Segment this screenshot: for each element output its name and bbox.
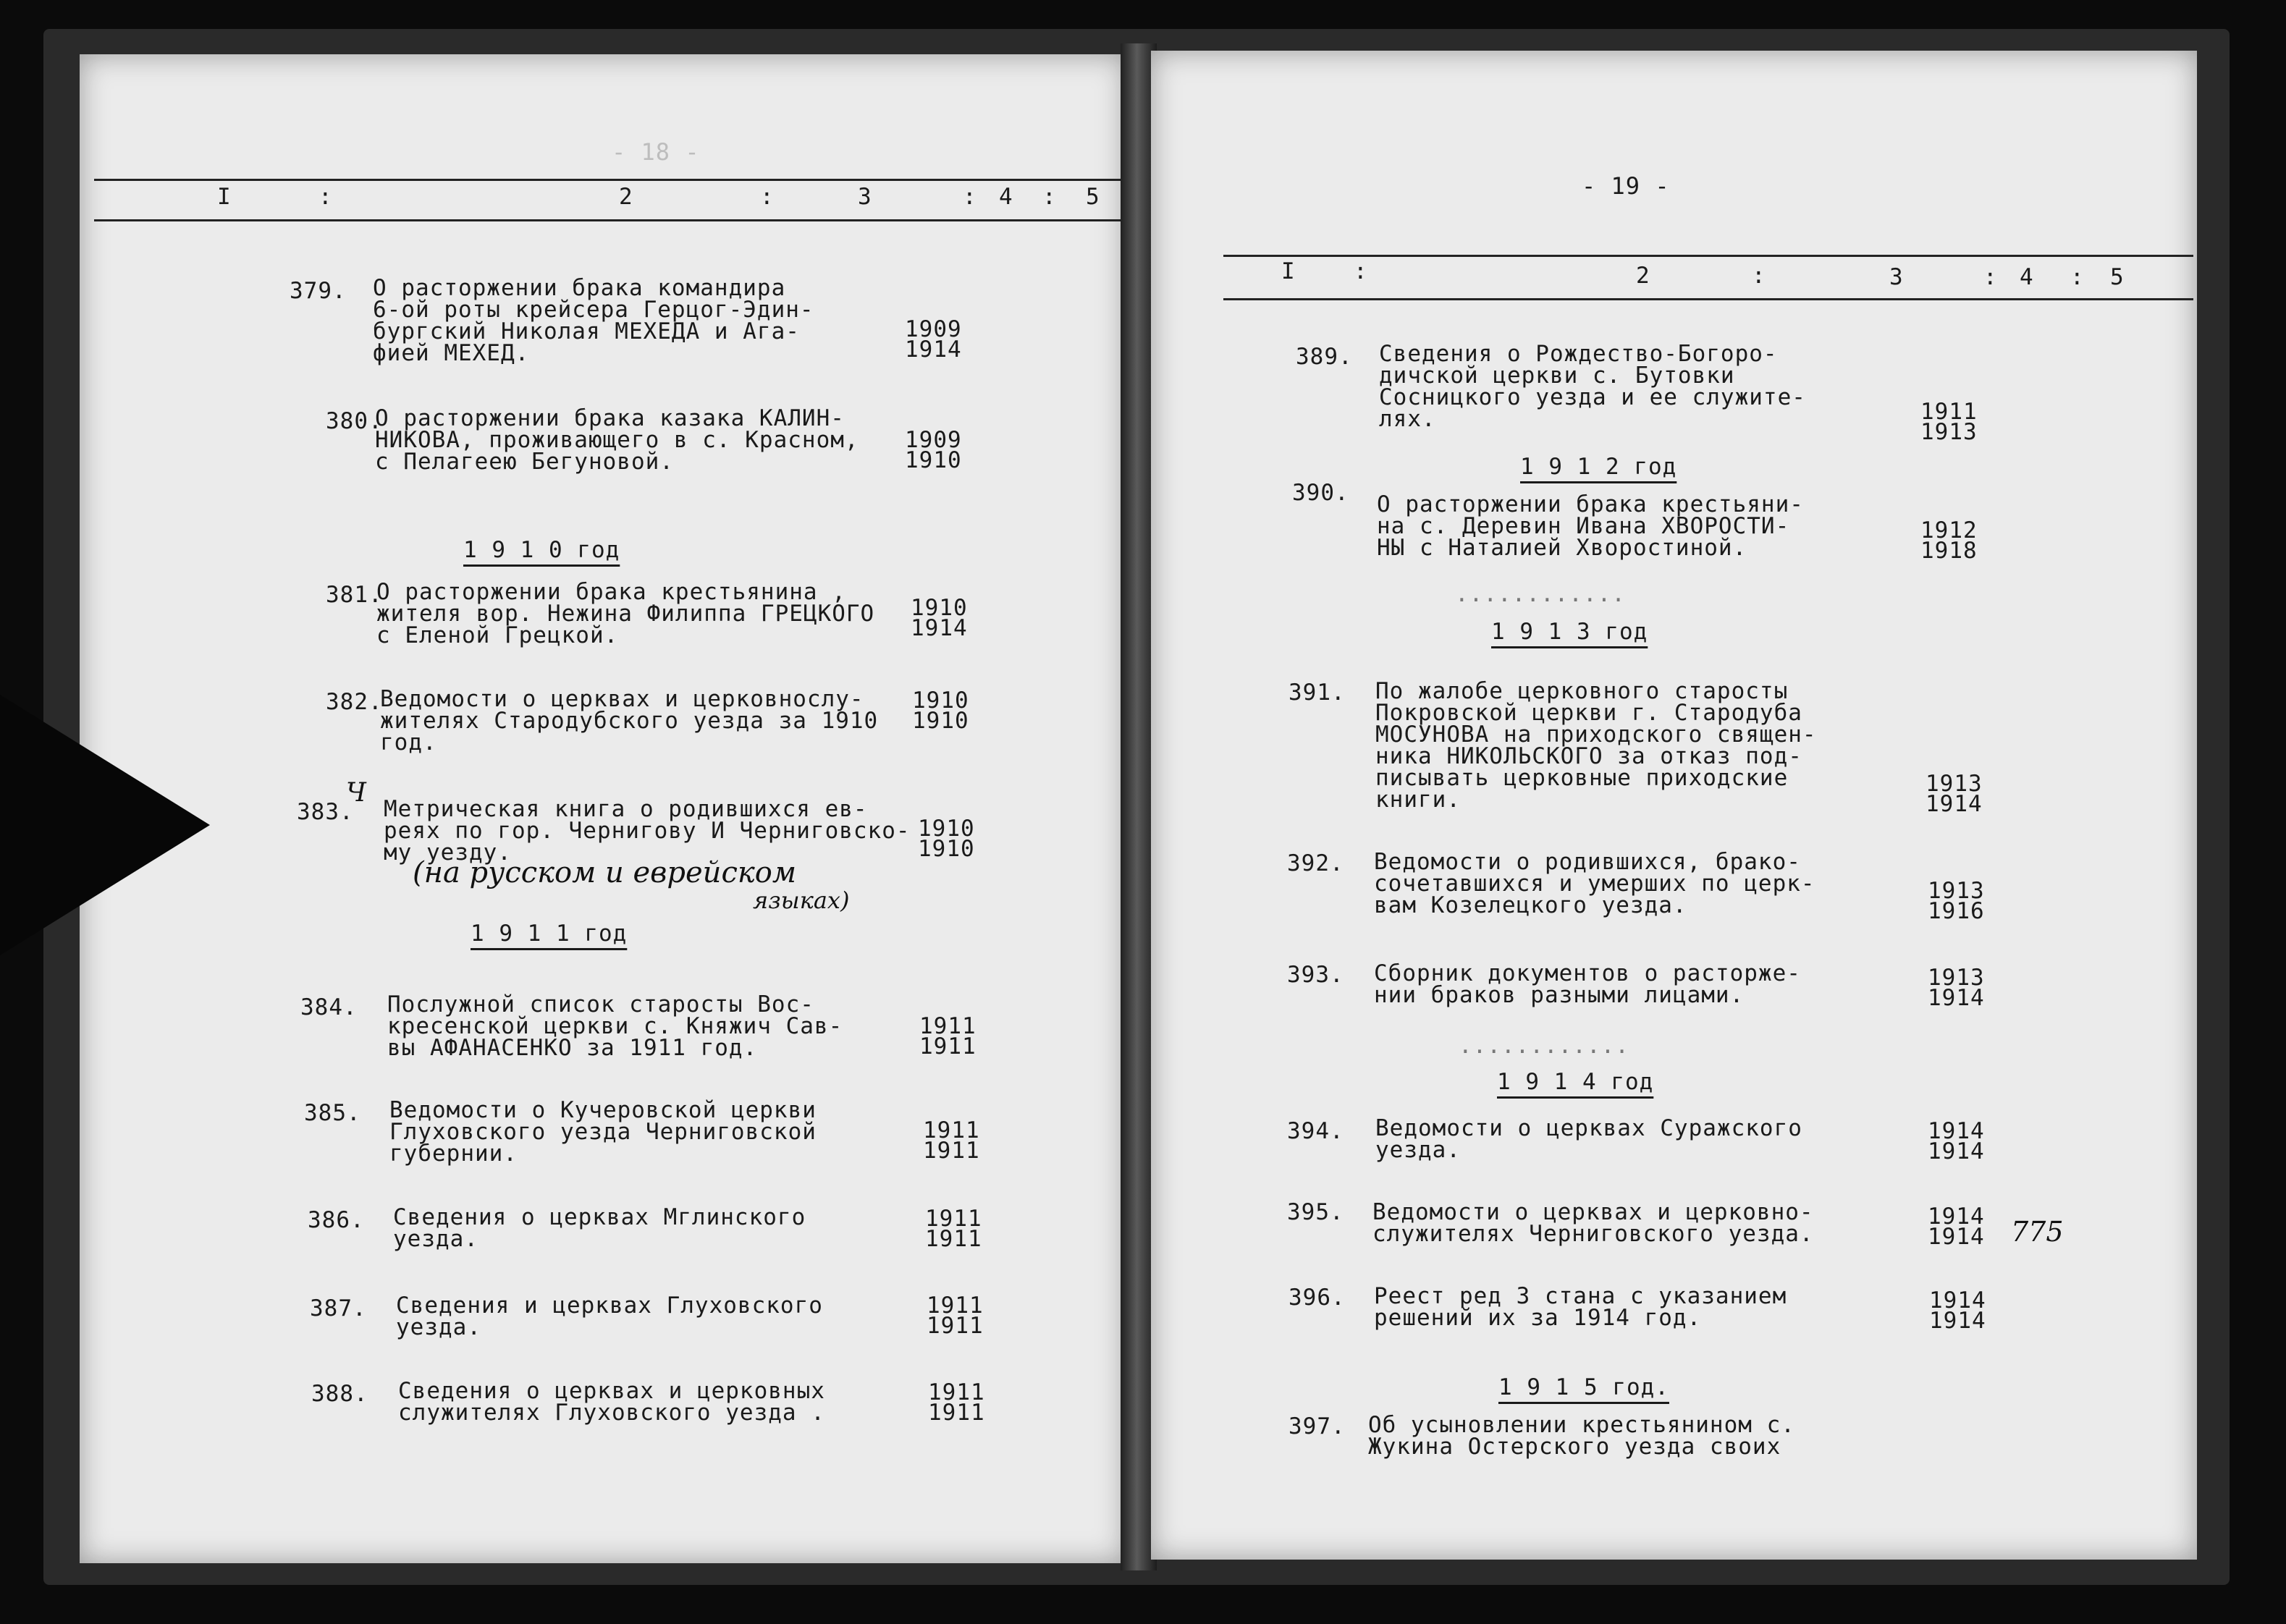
handwritten-note: (на русском и еврейском — [413, 856, 796, 889]
entry-line: НЫ с Наталией Хворостиной. — [1377, 535, 1747, 561]
separator-dots: ............ — [1459, 1033, 1629, 1059]
entry-number: 386. — [308, 1207, 365, 1233]
entry-line: МОСУНОВА на приходского священ- — [1375, 722, 1817, 748]
col-sep: : — [319, 184, 333, 210]
entry-number: 383. — [297, 799, 354, 825]
entry-line: с Еленой Грецкой. — [376, 622, 619, 648]
entry-line: Реест ред 3 стана с указанием — [1374, 1283, 1787, 1309]
faint-page-number: - 18 - — [612, 138, 700, 166]
col-2-label: 2 — [619, 184, 633, 210]
entry-line: книги. — [1375, 787, 1461, 813]
entry-number: 388. — [311, 1381, 368, 1407]
entry-line: служителях Глуховского уезда . — [398, 1400, 825, 1426]
entry-number: 394. — [1287, 1118, 1344, 1144]
col-5-label: 5 — [2110, 264, 2125, 290]
end-year: 1914 — [1926, 791, 1983, 817]
end-year: 1914 — [1928, 1138, 1985, 1164]
col-2-label: 2 — [1636, 263, 1650, 289]
entry-line: бургский Николая МЕХЕДА и Ага- — [373, 318, 800, 344]
entry-line: Жукина Остерского уезда своих — [1368, 1434, 1781, 1460]
start-year: 1909 — [905, 427, 962, 453]
start-year: 1910 — [912, 688, 969, 714]
entry-number: 379. — [290, 278, 347, 304]
entry-number: 390. — [1292, 480, 1349, 506]
start-year: 1913 — [1928, 965, 1985, 991]
entry-line: уезда. — [393, 1226, 478, 1252]
entry-line: на с. Деревин Ивана ХВОРОСТИ- — [1377, 513, 1790, 539]
handwritten-note: языках) — [753, 887, 850, 914]
col-sep: : — [1983, 264, 1998, 290]
year-header-1910: 1 9 1 0 год — [463, 537, 620, 563]
entry-line: Ведомости о церквах и церковнослу- — [380, 686, 864, 712]
end-year: 1910 — [905, 447, 962, 473]
start-year: 1910 — [918, 816, 975, 842]
start-year: 1909 — [905, 316, 962, 342]
entry-line: Ведомости о Кучеровской церкви — [389, 1097, 817, 1123]
start-year: 1912 — [1920, 517, 1978, 544]
entry-line: Сведения о церквах Мглинского — [393, 1204, 806, 1230]
entry-line: 6-ой роты крейсера Герцог-Эдин- — [373, 297, 814, 323]
entry-line: с Пелагеею Бегуновой. — [375, 449, 674, 475]
end-year: 1914 — [905, 337, 962, 363]
entry-line: писывать церковные приходские — [1375, 765, 1789, 791]
col-3-label: 3 — [858, 184, 872, 210]
entry-line: му уезду. — [384, 840, 512, 866]
header-rule-bottom — [94, 219, 1129, 221]
entry-line: Сборник документов о расторже- — [1374, 960, 1801, 986]
entry-line: НИКОВА, проживающего в с. Красном, — [375, 427, 859, 453]
end-year: 1911 — [923, 1138, 980, 1164]
entry-line: Сведения о Рождество-Богоро- — [1379, 341, 1778, 367]
separator-dots: ............ — [1455, 581, 1626, 607]
end-year: 1911 — [927, 1313, 984, 1339]
year-header-1911: 1 9 1 1 год — [471, 921, 628, 947]
entry-line: О расторжении брака крестьяни- — [1377, 491, 1804, 517]
entry-line: жителях Стародубского уезда за 1910 — [380, 708, 879, 734]
entry-number: 395. — [1287, 1199, 1344, 1225]
start-year: 1910 — [911, 595, 968, 621]
entry-number: 384. — [300, 994, 358, 1020]
entry-line: Послужной список старосты Вос- — [387, 991, 814, 1018]
entry-line: ника НИКОЛЬСКОГО за отказ под- — [1375, 743, 1802, 769]
entry-line: О расторжении брака казака КАЛИН- — [375, 405, 845, 431]
col-3-label: 3 — [1889, 264, 1904, 290]
start-year: 1913 — [1928, 878, 1985, 904]
end-year: 1918 — [1920, 538, 1978, 564]
end-year: 1910 — [912, 708, 969, 734]
col-sep: : — [1354, 258, 1368, 284]
col-sep: : — [760, 184, 775, 210]
entry-line: Ведомости о церквах Суражского — [1375, 1115, 1802, 1141]
col-sep: : — [963, 184, 977, 210]
col-sep: : — [1042, 184, 1057, 210]
entry-line: уезда. — [396, 1314, 481, 1340]
entry-line: год. — [380, 729, 437, 756]
entry-line: О расторжении брака командира — [373, 275, 786, 301]
start-year: 1911 — [925, 1206, 982, 1232]
start-year: 1914 — [1929, 1287, 1986, 1314]
col-1-label: I — [217, 184, 232, 210]
entry-line: Сведения о церквах и церковных — [398, 1378, 825, 1404]
col-5-label: 5 — [1086, 184, 1100, 210]
end-year: 1914 — [911, 615, 968, 641]
entry-line: вам Козелецкого уезда. — [1374, 892, 1687, 918]
start-year: 1914 — [1928, 1204, 1985, 1230]
entry-number: 397. — [1288, 1413, 1346, 1439]
start-year: 1911 — [928, 1379, 985, 1405]
entry-line: жителя вор. Нежина Филиппа ГРЕЦКОГО — [376, 601, 875, 627]
entry-line: реях по гор. Чернигову И Черниговско- — [384, 818, 911, 844]
start-year: 1911 — [927, 1293, 984, 1319]
entry-number: 389. — [1296, 344, 1353, 370]
year-header-1913: 1 9 1 3 год — [1491, 619, 1648, 645]
right-page — [1151, 51, 2197, 1560]
end-year: 1914 — [1928, 985, 1985, 1011]
entry-line: Покровской церкви г. Стародуба — [1375, 700, 1802, 726]
entry-line: Метрическая книга о родившихся ев- — [384, 796, 868, 822]
handwritten-mark: Ч — [346, 778, 366, 808]
entry-line: решений их за 1914 год. — [1374, 1305, 1702, 1331]
entry-line: Сведения и церквах Глуховского — [396, 1293, 823, 1319]
handwritten-sheet-number: 775 — [2011, 1216, 2064, 1248]
col-sep: : — [1752, 263, 1766, 289]
entry-line: Глуховского уезда Черниговской — [389, 1119, 817, 1145]
entry-number: 385. — [304, 1100, 361, 1126]
page-tab — [0, 695, 210, 955]
header-rule-top — [1223, 255, 2193, 257]
page-number: - 19 - — [1582, 172, 1670, 200]
entry-number: 380. — [326, 408, 383, 434]
entry-line: Ведомости о родившихся, брако- — [1374, 849, 1801, 875]
entry-number: 396. — [1288, 1285, 1346, 1311]
entry-line: служителях Черниговского уезда. — [1372, 1221, 1814, 1247]
entry-number: 382. — [326, 689, 383, 715]
entry-line: О расторжении брака крестьянина , — [376, 579, 846, 605]
start-year: 1911 — [919, 1013, 977, 1039]
year-header-1915: 1 9 1 5 год. — [1498, 1374, 1669, 1400]
end-year: 1914 — [1928, 1224, 1985, 1250]
entry-line: Сосницкого уезда и ее служите- — [1379, 384, 1806, 410]
entry-line: лях. — [1379, 406, 1436, 432]
header-rule-bottom — [1223, 298, 2193, 300]
entry-line: Об усыновлении крестьянином с. — [1368, 1412, 1795, 1438]
entry-line: дичской церкви с. Бутовки — [1379, 363, 1735, 389]
end-year: 1911 — [919, 1033, 977, 1060]
end-year: 1911 — [928, 1400, 985, 1426]
entry-number: 392. — [1287, 850, 1344, 876]
entry-line: Ведомости о церквах и церковно- — [1372, 1199, 1814, 1225]
end-year: 1914 — [1929, 1308, 1986, 1334]
entry-line: губернии. — [389, 1141, 518, 1167]
col-4-label: 4 — [2020, 264, 2034, 290]
start-year: 1911 — [923, 1117, 980, 1143]
entry-line: фией МЕХЕД. — [373, 340, 530, 366]
entry-line: нии браков разными лицами. — [1374, 982, 1745, 1008]
entry-number: 381. — [326, 582, 383, 608]
start-year: 1913 — [1926, 771, 1983, 797]
col-4-label: 4 — [999, 184, 1013, 210]
entry-line: уезда. — [1375, 1137, 1461, 1163]
end-year: 1913 — [1920, 419, 1978, 445]
end-year: 1916 — [1928, 898, 1985, 924]
entry-line: сочетавшихся и умерших по церк- — [1374, 871, 1815, 897]
start-year: 1914 — [1928, 1118, 1985, 1144]
end-year: 1911 — [925, 1226, 982, 1252]
year-header-1914: 1 9 1 4 год — [1497, 1069, 1654, 1095]
entry-number: 387. — [310, 1295, 367, 1321]
entry-number: 393. — [1287, 962, 1344, 988]
col-sep: : — [2070, 264, 2085, 290]
entry-line: кресенской церкви с. Княжич Сав- — [387, 1013, 843, 1039]
entry-line: По жалобе церковного старосты — [1375, 678, 1789, 704]
year-header-1912: 1 9 1 2 год — [1520, 454, 1677, 480]
col-1-label: I — [1281, 258, 1296, 284]
entry-line: вы АФАНАСЕНКО за 1911 год. — [387, 1035, 758, 1061]
left-page — [80, 54, 1126, 1563]
start-year: 1911 — [1920, 399, 1978, 425]
header-rule-top — [94, 179, 1129, 181]
end-year: 1910 — [918, 836, 975, 862]
entry-number: 391. — [1288, 680, 1346, 706]
